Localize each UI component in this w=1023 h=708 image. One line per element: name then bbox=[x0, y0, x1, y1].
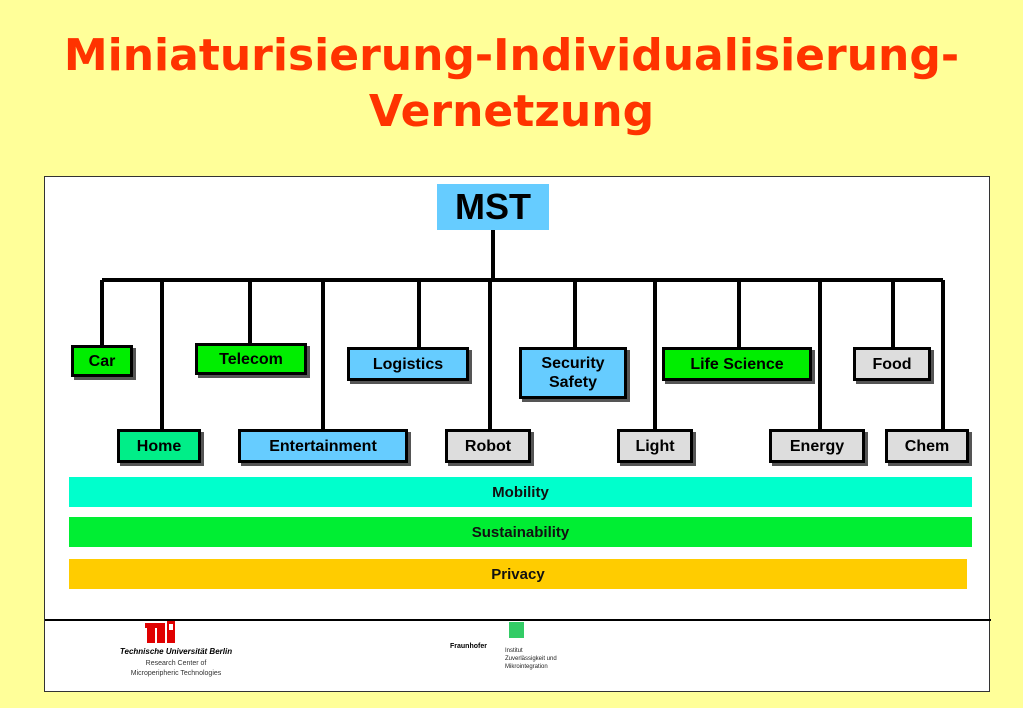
node-car: Car bbox=[71, 345, 133, 377]
node-light: Light bbox=[617, 429, 693, 463]
tu-berlin-name: Technische Universität Berlin bbox=[119, 647, 233, 656]
fraunhofer-institute: Institut Zuverlässigkeit und Mikrointegration bbox=[505, 648, 557, 670]
node-home: Home bbox=[117, 429, 201, 463]
footer-divider bbox=[45, 619, 991, 621]
fraunhofer-logo bbox=[509, 622, 524, 638]
node-telecom: Telecom bbox=[195, 343, 307, 375]
node-food: Food bbox=[853, 347, 931, 381]
tu-berlin-logo bbox=[145, 620, 181, 644]
bar-mobility: Mobility bbox=[69, 477, 972, 507]
bar-privacy: Privacy bbox=[69, 559, 967, 589]
tu-berlin-subtitle: Research Center of Microperipheric Technologies bbox=[130, 660, 222, 677]
node-entertainment: Entertainment bbox=[238, 429, 408, 463]
fraunhofer-name: Fraunhofer bbox=[450, 643, 487, 650]
connector-lines bbox=[45, 177, 991, 617]
node-life-science: Life Science bbox=[662, 347, 812, 381]
slide-title bbox=[0, 28, 1023, 140]
diagram-panel bbox=[44, 176, 990, 692]
node-energy: Energy bbox=[769, 429, 865, 463]
title-line-1: Miniaturisierung-Individualisierung- bbox=[63, 30, 960, 81]
node-security-safety: Security Safety bbox=[519, 347, 627, 399]
title-line-2: Vernetzung bbox=[368, 86, 655, 137]
node-chem: Chem bbox=[885, 429, 969, 463]
node-logistics: Logistics bbox=[347, 347, 469, 381]
bar-sustainability: Sustainability bbox=[69, 517, 972, 547]
node-robot: Robot bbox=[445, 429, 531, 463]
mst-root-node: MST bbox=[437, 184, 549, 230]
